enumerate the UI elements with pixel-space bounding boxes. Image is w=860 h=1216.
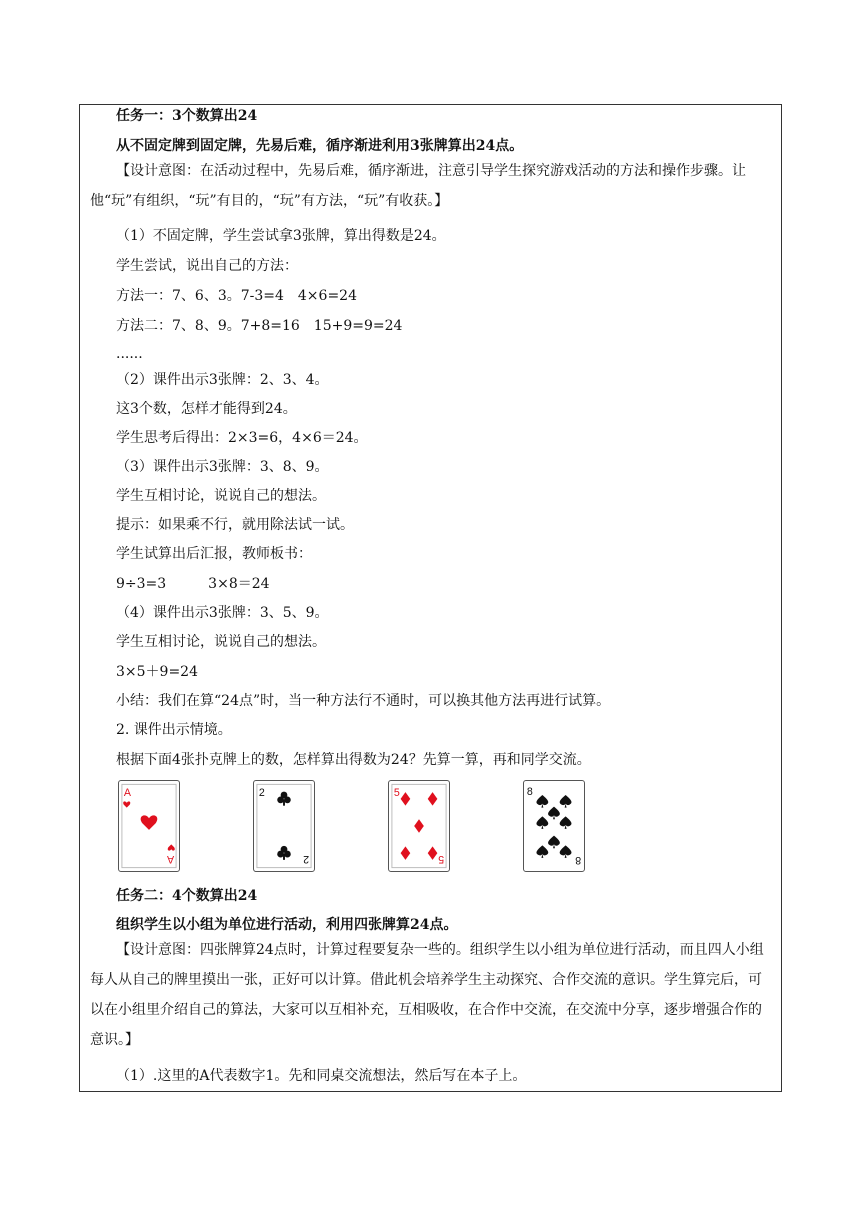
eight-of-spades-icon — [524, 781, 584, 871]
task2-design-intent: 【设计意图：四张牌算24点时，计算过程要复杂一些的。组织学生以小组为单位进行活动，而且四人小组每人从自己的牌里摸出一张，正好可以计算。借此机会培养学生主动探究、合作交流的意识。学生算完后，可以在小组里介绍自己的算法，大家可以互相补充，互相吸收，在合作中交流，在交流中分享，逐步增强合作的意识。】 — [90, 942, 764, 1048]
card-rank: 8 — [575, 853, 582, 866]
task1-line: （1）不固定牌，学生尝试拿3张牌，算出得数是24。 — [116, 228, 446, 244]
task1-line: 方法一：7、6、3。7-3=4 4×6=24 — [116, 288, 357, 304]
task1-design-intent: 【设计意图：在活动过程中，先易后难，循序渐进，注意引导学生探究游戏活动的方法和操作步骤。让他“玩”有组织，“玩”有目的，“玩”有方法，“玩”有收获。】 — [90, 163, 746, 209]
task1-subheading: 从不固定牌到固定牌，先易后难，循序渐进利用3张牌算出24点。 — [116, 138, 524, 154]
task1-line: 学生互相讨论，说说自己的想法。 — [116, 488, 326, 504]
playing-card-two-clubs — [253, 780, 315, 872]
ace-of-hearts-icon — [119, 781, 179, 871]
task1-line: 2. 课件出示情境。 — [116, 722, 232, 738]
playing-card-five-diamonds — [388, 780, 450, 872]
card-rank: A — [167, 853, 175, 865]
task1-heading: 任务一：3个数算出24 — [116, 108, 258, 124]
task1-line: 学生试算出后汇报，教师板书： — [116, 546, 312, 562]
five-of-diamonds-icon — [389, 781, 449, 871]
task1-line: ...... — [116, 346, 143, 362]
card-rank: A — [123, 787, 131, 799]
card-rank: 2 — [258, 787, 265, 799]
task1-line: （2）课件出示3张牌：2、3、4。 — [116, 372, 329, 388]
card-rank: 5 — [438, 853, 445, 865]
task1-line: 根据下面4张扑克牌上的数，怎样算出得数为24？先算一算，再和同学交流。 — [116, 752, 591, 768]
task1-line: 方法二：7、8、9。7+8=16 15+9=9=24 — [116, 318, 403, 334]
task1-line: 学生思考后得出：2×3=6，4×6＝24。 — [116, 430, 368, 446]
playing-card-ace-hearts — [118, 780, 180, 872]
task1-line: 3×5＋9=24 — [116, 664, 198, 680]
card-rank: 5 — [393, 787, 400, 799]
task2-line: （1）.这里的A代表数字1。先和同桌交流想法，然后写在本子上。 — [116, 1068, 527, 1084]
task1-line: 学生互相讨论，说说自己的想法。 — [116, 634, 326, 650]
task1-line: 提示：如果乘不行，就用除法试一试。 — [116, 517, 354, 533]
task2-subheading: 组织学生以小组为单位进行活动，利用四张牌算24点。 — [116, 917, 458, 933]
task1-line: （3）课件出示3张牌：3、8、9。 — [116, 459, 329, 475]
card-rank: 2 — [303, 853, 310, 865]
task2-heading: 任务二：4个数算出24 — [116, 888, 258, 904]
two-of-clubs-icon — [254, 781, 314, 871]
task1-line: 这3个数，怎样才能得到24。 — [116, 401, 297, 417]
task1-line: （4）课件出示3张牌：3、5、9。 — [116, 605, 329, 621]
task1-line: 学生尝试，说出自己的方法： — [116, 258, 298, 274]
task1-line: 9÷3=3 3×8＝24 — [116, 576, 270, 592]
card-rank: 8 — [526, 786, 533, 799]
playing-card-eight-spades — [523, 780, 585, 872]
task1-line: 小结：我们在算“24点”时，当一种方法行不通时，可以换其他方法再进行试算。 — [116, 693, 611, 709]
